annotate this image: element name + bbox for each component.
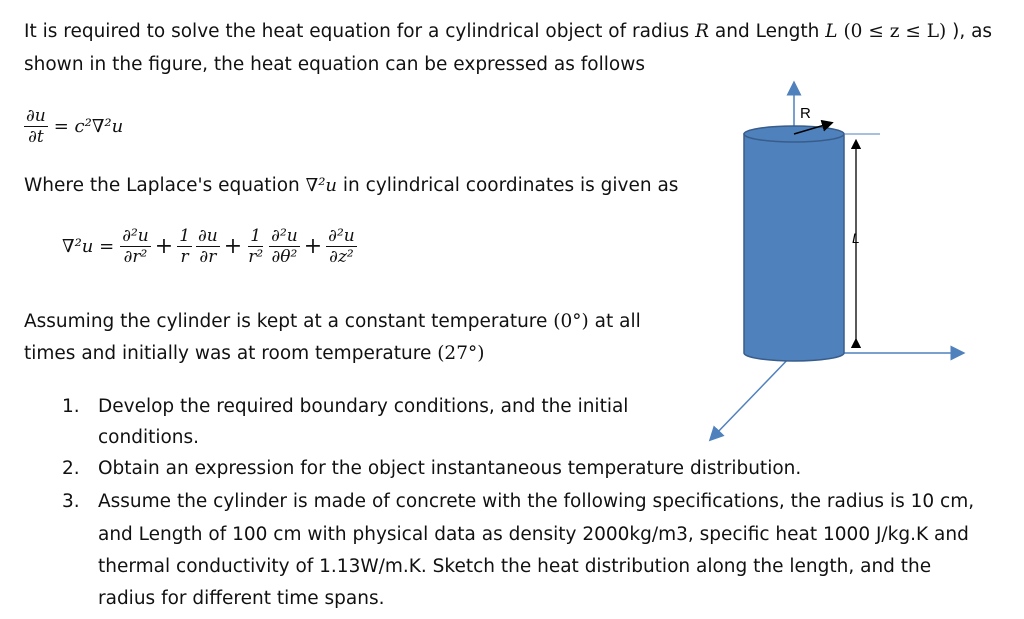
- d2u-dz2-fraction: $\frac{\text{∂²u}}{\text{∂z²}}$: [328, 226, 355, 267]
- d2u-dr2-fraction: $\frac{\text{∂²u}}{\text{∂r²}}$: [122, 226, 149, 267]
- length-symbol: L: [825, 21, 838, 42]
- length-label: L: [852, 230, 860, 246]
- d2u-dtheta2-fraction: $\frac{\text{∂²u}}{\text{∂θ²}}$: [271, 226, 298, 267]
- plus-sign: +: [303, 233, 323, 259]
- intro-text: It is required to solve the heat equation for a cylindrical object of radius: [24, 21, 696, 42]
- question-3-line: radius for different time spans.: [98, 588, 385, 609]
- laplace-equation: [62, 226, 359, 267]
- boundary-temp: (0°): [553, 311, 589, 332]
- question-1-line: Develop the required boundary conditions, and the initial: [98, 396, 629, 417]
- question-3-line: thermal conductivity of 1.13W/m.K. Sketch the heat distribution along the length, and the: [98, 556, 932, 577]
- cylinder-figure: [700, 80, 980, 450]
- cylinder-body: [744, 134, 844, 361]
- radius-symbol: R: [695, 21, 710, 42]
- one-over-r-fraction: $\frac{1}{r}$: [179, 226, 191, 267]
- assumption-line-1: Assuming the cylinder is kept at a constant temperature (0°) at all: [24, 311, 641, 332]
- laplace-lhs: ∇²u =: [62, 235, 115, 257]
- z-range: (0 ≤ z ≤ L): [843, 21, 947, 42]
- du-dr-fraction: $\frac{\partial u}{\partial r}$: [198, 226, 218, 267]
- question-2-line: Obtain an expression for the object instantaneous temperature distribution.: [98, 458, 802, 479]
- question-1-line: conditions.: [98, 427, 200, 448]
- du-dt-fraction: $\frac{\partial u}{\partial t}$: [26, 106, 46, 147]
- y-axis: [714, 353, 794, 436]
- intro-line-2: shown in the figure, the heat equation can be expressed as follows: [24, 54, 645, 75]
- question-number: 3.: [62, 491, 80, 512]
- question-3-line: Assume the cylinder is made of concrete with the following specifications, the radius is 10 cm,: [98, 491, 975, 512]
- plus-sign: +: [154, 233, 174, 259]
- assumption-line-2: times and initially was at room temperature (27°): [24, 343, 485, 364]
- laplacian-symbol: ∇²u: [305, 175, 338, 196]
- heat-eq-rhs: = c²∇²u: [53, 115, 124, 137]
- question-number: 2.: [62, 458, 80, 479]
- question-3-line: and Length of 100 cm with physical data as density 2000kg/m3, specific heat 1000 J/kg.K and: [98, 524, 969, 545]
- laplace-intro: Where the Laplace's equation ∇²u in cylindrical coordinates is given as: [24, 175, 679, 196]
- question-number: 1.: [62, 396, 80, 417]
- plus-sign: +: [223, 233, 243, 259]
- intro-text: ), as: [946, 21, 993, 42]
- heat-equation: [22, 106, 123, 147]
- radius-label: R: [800, 105, 811, 122]
- one-over-r2-fraction: $\frac{1}{\text{r²}}$: [248, 226, 264, 267]
- intro-text: and Length: [709, 21, 826, 42]
- initial-temp: (27°): [437, 343, 485, 364]
- intro-line-1: [24, 20, 992, 44]
